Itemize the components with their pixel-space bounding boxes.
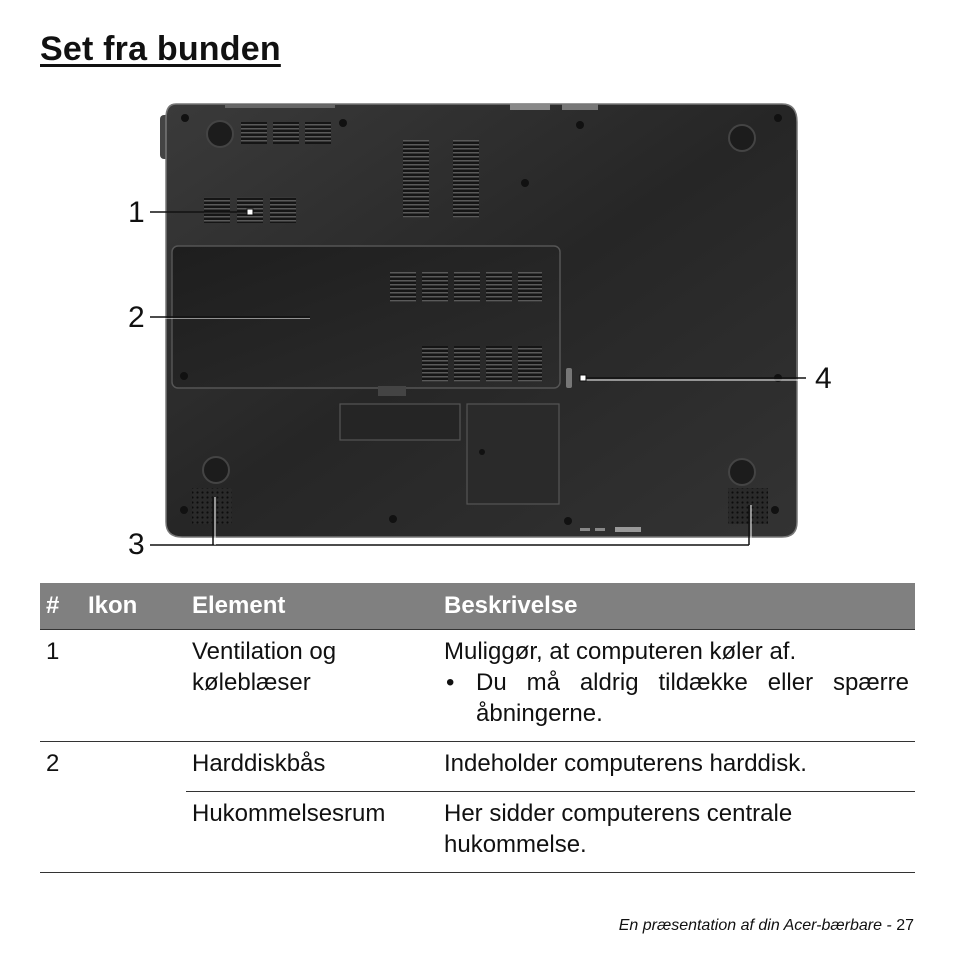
row-number [40,792,82,873]
callout-3: 3 [128,528,145,561]
row-number: 2 [46,750,60,777]
row-description [438,630,915,742]
header-icon: Ikon [82,583,186,630]
bullet-text: Du må aldrig tildække eller spærre åbningerne. [476,669,909,727]
description-text: Muliggør, at computeren køler af. [444,638,797,665]
callout-4: 4 [815,362,832,395]
bullet-symbol: • [446,669,455,696]
row-description: Her sidder computerens centrale hukommelse. [438,792,915,873]
warning-bullet [444,667,909,729]
row-icon [82,630,186,742]
page-number: 27 [896,917,914,934]
callout-2: 2 [128,301,145,334]
header-element: Element [186,583,438,630]
header-description: Beskrivelse [438,583,915,630]
row-icon [82,792,186,873]
row-number: 1 [40,630,82,742]
table-row [40,742,915,792]
row-element: Hukommelsesrum [186,792,438,873]
page-title: Set fra bunden [40,30,281,68]
page-footer [619,917,914,935]
table-row [40,792,915,873]
row-element: Ventilation og køleblæser [186,630,438,742]
header-number: # [40,583,82,630]
components-table [40,583,915,873]
row-description: Indeholder computerens harddisk. [438,742,915,792]
row-icon [82,742,186,792]
callout-1: 1 [128,196,145,229]
table-header-row [40,583,915,630]
footer-text: En præsentation af din Acer-bærbare - [618,917,892,934]
table-row [40,630,915,742]
row-element: Harddiskbås [186,742,438,792]
